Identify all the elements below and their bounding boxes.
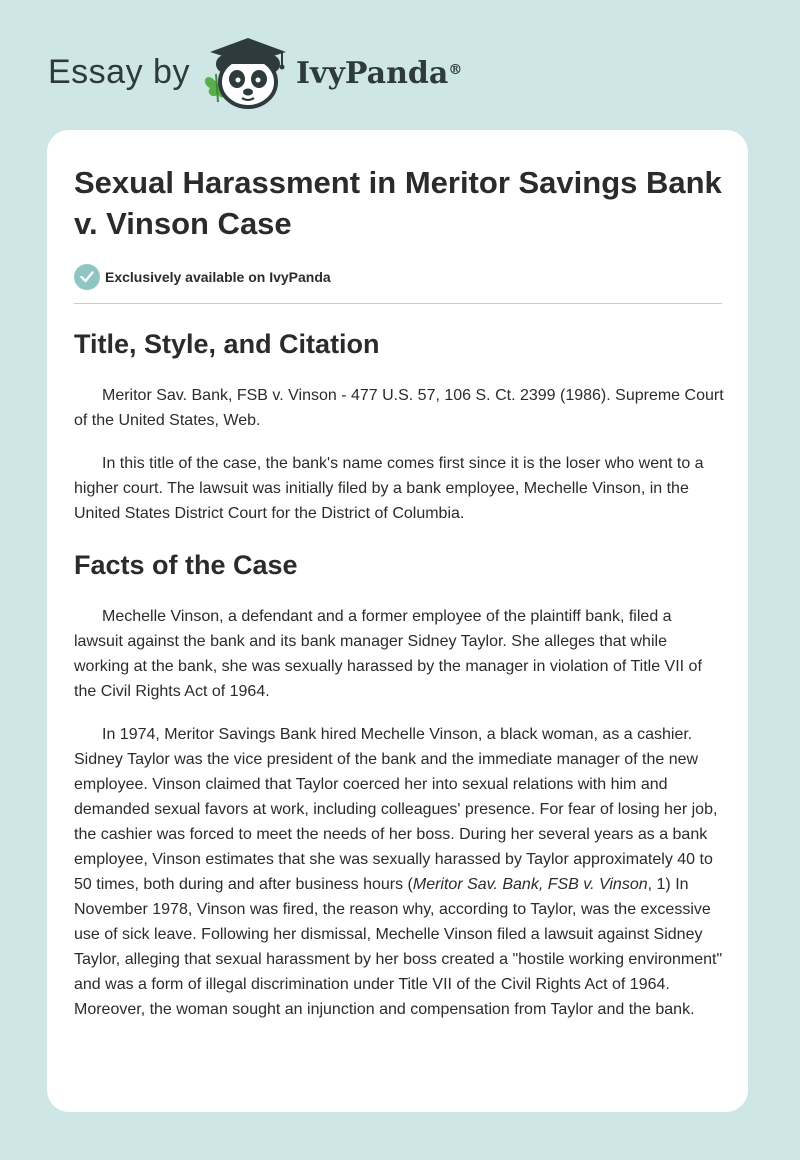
essay-card <box>47 130 748 1112</box>
exclusive-badge-label: Exclusively available on IvyPanda <box>105 269 331 285</box>
panda-logo-icon[interactable] <box>198 34 294 110</box>
paragraph: Mechelle Vinson, a defendant and a former employee of the plaintiff bank, filed a lawsuit against the bank and its bank manager Sidney Taylor. She alleges that while working at the bank, she was sexually harassed by the manager in violation of Title VII of the Civil Rights Act of 1964. <box>74 608 702 700</box>
brand-name: IvyPanda <box>296 56 449 91</box>
section-heading-facts: Facts of the Case <box>74 550 298 580</box>
essay-content <box>74 162 724 1022</box>
registered-mark: ® <box>448 62 463 78</box>
ivypanda-logo-text[interactable] <box>296 54 462 94</box>
paragraph: Meritor Sav. Bank, FSB v. Vinson - 477 U.S. 57, 106 S. Ct. 2399 (1986). Supreme Court of the United States, Web. <box>74 387 724 429</box>
paragraph: In this title of the case, the bank's name comes first since it is the loser who went to a higher court. The lawsuit was initially filed by a bank employee, Mechelle Vinson, in the United States District Court for the District of Columbia. <box>74 455 704 522</box>
essay-title: Sexual Harassment in Meritor Savings Bank v. Vinson Case <box>74 165 722 241</box>
check-circle-icon <box>74 264 100 290</box>
case-citation: Meritor Sav. Bank, FSB v. Vinson <box>412 876 648 893</box>
section-heading-citation: Title, Style, and Citation <box>74 329 380 359</box>
paragraph-text: In 1974, Meritor Savings Bank hired Mechelle Vinson, a black woman, as a cashier. Sidney Taylor was the vice president of the bank and the immediate manager of the new employee. Vinson claimed that Taylor coerced her into sexual relations with him and demanded sexual favors at work, including colleagues' presence. For fear of losing her job, the cashier was forced to meet the needs of her boss. During her several years as a bank employee, Vinson estimates that she was sexually harassed by Taylor approximately 40 to 50 times, both during and after business hours ( <box>74 726 718 893</box>
exclusive-badge <box>74 263 724 291</box>
paragraph-text: , 1) In November 1978, Vinson was fired, the reason why, according to Taylor, was the excessive use of sick leave. Following her dismissal, Mechelle Vinson filed a lawsuit against Sidney Taylor, alleging that sexual harassment by her boss created a "hostile working environment" and was a form of illegal discrimination under Title VII of the Civil Rights Act of 1964. Moreover, the woman sought an injunction and compensation from Taylor and the bank. <box>74 876 723 1018</box>
essay-by-label: Essay by <box>48 53 190 91</box>
site-header <box>0 0 800 130</box>
title-divider <box>74 303 722 304</box>
paragraph <box>74 722 724 1022</box>
